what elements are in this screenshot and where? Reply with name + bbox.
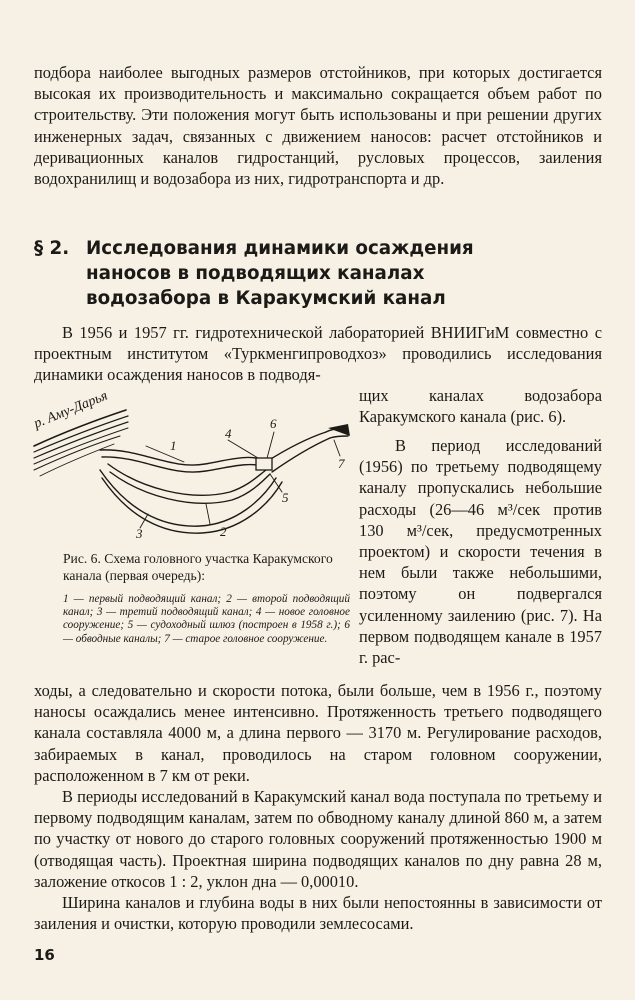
fig-label-6: 6 bbox=[270, 416, 277, 431]
fig-label-5: 5 bbox=[282, 490, 289, 505]
figure-caption-title: Рис. 6. Схема головного участка Каракумского канала (первая очередь): bbox=[63, 551, 333, 583]
fig-label-7: 7 bbox=[338, 456, 345, 471]
section-number: § 2. bbox=[34, 238, 70, 259]
section-title-line-3: водозабора в Каракумский канал bbox=[86, 288, 446, 309]
fig-label-3: 3 bbox=[136, 526, 143, 541]
paragraph-3: В периоды исследований в Каракумский канал вода поступала по третьему и первому подводящим каналам, затем по обводному каналу длиной 860 м, а затем по участку от нового до старого головных сооружений протяженностью 1900 м (отводящая часть). Проектная ширина подводящих каналов по дну равна 28 м, заложение откосов 1 : 2, уклон дна — 0,00010. bbox=[34, 787, 602, 891]
paragraph-intro: подбора наиболее выгодных размеров отстойников, при которых достигается высокая их производительность и максимально сокращается объем работ по строительству. Эти положения могут быть использованы и при решении других инженерных задач, связанных с движением наносов: расчет отстойников и деривационных каналов гидростанций, русловых процессов, заиления водохранилищ и водозабора из них, гидротранспорта и др. bbox=[34, 63, 602, 189]
river-label: р. Аму-Дарья bbox=[31, 388, 110, 432]
fig-label-2: 2 bbox=[220, 524, 227, 539]
paragraph-4: Ширина каналов и глубина воды в них были непостоянны в зависимости от заиления и очистки, которую проводили землесосами. bbox=[34, 893, 602, 934]
paragraph-1-top: В 1956 и 1957 гг. гидротехнической лабораторией ВНИИГиМ совместно с проектным институтом «Туркменгипроводхоз» проводились исследования динамики осаждения наносов в подводя- bbox=[34, 323, 602, 385]
figure-caption-legend: 1 — первый подводящий канал; 2 — второй подводящий канал; 3 — третий подводящий канал; 4 — новое головное сооружение; 5 — судоходный шлюз (построен в 1958 г.); 6 — обводные каналы; 7 — старое головное сооружение. bbox=[63, 593, 350, 645]
canal-scheme-figure bbox=[30, 378, 352, 552]
fig-label-1: 1 bbox=[170, 438, 177, 453]
section-title-line-1: Исследования динамики осаждения bbox=[86, 238, 474, 259]
section-title-line-2: наносов в подводящих каналах bbox=[86, 263, 425, 284]
paragraph-2-full: ходы, а следовательно и скорости потока, были больше, чем в 1956 г., поэтому наносы осаждались менее интенсивно. Протяженность третьего подводящего канала составляла 4000 м, а длина первого — 3170 м. Регулирование расходов, забираемых в канал, проводилось на старом головном сооружении, расположенном в 7 км от реки. bbox=[34, 681, 602, 785]
page-number: 16 bbox=[34, 946, 55, 964]
section-heading bbox=[34, 236, 602, 311]
paragraph-1-side: щих каналах водозабора Каракумского канала (рис. 6). bbox=[359, 386, 602, 427]
new-head-structure-mark bbox=[256, 458, 272, 470]
fig-label-4: 4 bbox=[225, 426, 232, 441]
paragraph-2-side: В период исследований (1956) по третьему подводящему каналу пропускались небольшие расходы (26—46 м³/сек против 130 м³/сек, предусмотренных проектом) и скорости течения в нем были также небольшими, поэтому он подвергался усиленному заилению (рис. 7). На первом подводящем канале в 1957 г. рас- bbox=[359, 436, 602, 668]
